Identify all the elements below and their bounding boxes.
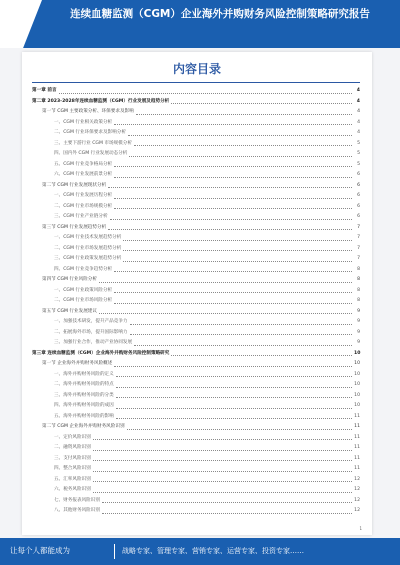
toc-entry[interactable] [32, 506, 360, 517]
toc-entry[interactable] [32, 391, 360, 402]
toc-entry[interactable] [32, 380, 360, 391]
toc-entry-label: 一、CGM 行业技术发展趋势分析 [54, 235, 122, 240]
toc-entry-label: 第二节 CGM 企业海外并购财务风险识别 [42, 424, 125, 429]
toc-entry-label: 七、财务报表风险识别 [54, 497, 100, 503]
toc-entry-label: 二、CGM 行业市场发展趋势分析 [54, 245, 122, 251]
toc-entry-page: 4 [357, 119, 360, 125]
toc-entry-label: 一、CGM 行业发展历程分析 [54, 193, 113, 198]
toc-entry-label: 二、CGM 行业市场规模分析 [54, 203, 113, 209]
toc-divider [32, 82, 360, 83]
toc-dot-leader [99, 313, 352, 314]
toc-entry[interactable] [32, 97, 360, 108]
toc-entry-label: 一、海外并购财务风险的定义 [54, 371, 114, 377]
toc-entry[interactable] [32, 118, 360, 129]
report-title: 连续血糖监测（CGM）企业海外并购财务风险控制策略研究报告 [70, 8, 370, 20]
toc-entry-label: 二、CGM 行业环保要求及影响分析 [54, 130, 126, 135]
toc-entry-page: 8 [357, 266, 360, 272]
toc-entry-page: 6 [357, 214, 360, 219]
toc-entry-page: 10 [354, 361, 360, 366]
toc-entry-page: 5 [357, 140, 360, 146]
toc-entry-label: 六、CGM 行业发展前景分析 [54, 172, 113, 177]
toc-entry-label: 第一章 前言 [32, 88, 57, 93]
toc-dot-leader [93, 439, 352, 440]
toc-entry-label: 一、加强技术研发，提升产品竞争力 [54, 319, 128, 324]
toc-entry-page: 10 [354, 403, 360, 408]
toc-entry-label: 第一节 CGM 主要政策分析、环保要求及影响 [42, 109, 134, 114]
toc-heading: 内容目录 [172, 62, 221, 76]
toc-entry[interactable] [32, 149, 360, 160]
toc-entry-page: 9 [357, 308, 360, 314]
toc-entry-page: 6 [357, 203, 360, 209]
toc-dot-leader [114, 303, 352, 304]
toc-dot-leader [171, 355, 352, 356]
toc-entry-page: 8 [357, 277, 360, 282]
toc-entry[interactable] [32, 475, 360, 486]
toc-entry-label: 四、国内外 CGM 行业发展动态分析 [54, 151, 128, 156]
toc-entry[interactable] [32, 401, 360, 412]
toc-entry-page: 10 [354, 392, 360, 398]
toc-entry-page: 6 [357, 182, 360, 188]
toc-dot-leader [102, 513, 352, 514]
toc-entry-page: 11 [354, 455, 360, 461]
toc-entry-label: 二、CGM 行业市场风险分析 [54, 298, 113, 303]
toc-entry-page: 4 [356, 88, 360, 93]
toc-entry-label: 四、CGM 行业竞争趋势分析 [54, 266, 113, 272]
toc-dot-leader [99, 282, 352, 283]
toc-entry-page: 11 [354, 434, 360, 440]
toc-entry[interactable] [32, 212, 360, 223]
toc-entry[interactable] [32, 349, 360, 360]
toc-entry-label: 二、拓展海外市场，提升国际影响力 [54, 329, 128, 335]
toc-dot-leader [93, 492, 352, 493]
toc-entry[interactable] [32, 422, 360, 433]
toc-entry[interactable] [32, 370, 360, 381]
toc-dot-leader [114, 198, 352, 199]
toc-entry[interactable] [32, 317, 360, 328]
toc-list [32, 86, 360, 517]
toc-entry-page: 4 [357, 130, 360, 135]
toc-dot-leader [116, 387, 352, 388]
toc-entry[interactable] [32, 359, 360, 370]
toc-dot-leader [93, 450, 352, 451]
toc-entry-page: 6 [357, 172, 360, 177]
toc-entry-label: 六、税务风险识别 [54, 487, 91, 492]
toc-entry-page: 11 [354, 413, 360, 419]
toc-dot-leader [116, 418, 352, 419]
toc-entry-label: 二、海外并购财务风险的特点 [54, 382, 114, 387]
toc-dot-leader [171, 103, 352, 104]
toc-dot-leader [116, 408, 352, 409]
toc-entry[interactable] [32, 265, 360, 276]
toc-dot-leader [129, 156, 352, 157]
toc-entry-page: 11 [354, 466, 360, 471]
toc-entry-page: 11 [354, 424, 360, 429]
toc-entry[interactable] [32, 328, 360, 339]
toc-entry-page: 7 [357, 235, 360, 240]
toc-entry-label: 八、其他财务风险识别 [54, 508, 100, 513]
toc-dot-leader [114, 366, 352, 367]
toc-entry-label: 二、融资风险识别 [54, 445, 91, 450]
toc-entry-label: 一、定价风险识别 [54, 434, 91, 440]
toc-dot-leader [134, 345, 352, 346]
toc-page [22, 52, 372, 535]
toc-entry-label: 四、整合风险识别 [54, 466, 91, 471]
toc-entry-label: 第一节 企业海外并购财务风险概述 [42, 361, 113, 366]
toc-entry[interactable] [32, 233, 360, 244]
page-number: 1 [359, 526, 362, 531]
toc-entry-page: 12 [354, 508, 360, 513]
toc-entry-page: 7 [357, 256, 360, 261]
toc-dot-leader [130, 324, 352, 325]
toc-entry[interactable] [32, 128, 360, 139]
report-header [0, 0, 400, 48]
toc-entry-page: 10 [354, 382, 360, 387]
toc-entry-label: 第四节 CGM 行业风险分析 [42, 277, 97, 282]
toc-entry-page: 10 [354, 350, 361, 356]
toc-entry-label: 第二章 2023-2028年连续血糖监测（CGM）行业发展及趋势分析 [32, 98, 170, 104]
toc-entry[interactable] [32, 464, 360, 475]
toc-dot-leader [108, 187, 352, 188]
footer-tagline: 战略专家、管理专家、营销专家、运营专家、投资专家…… [122, 547, 304, 555]
toc-entry-label: 第三章 连续血糖监测（CGM）企业海外并购财务风险控制策略研究 [32, 350, 170, 356]
toc-entry-label: 三、海外并购财务风险的分类 [54, 392, 114, 398]
toc-dot-leader [114, 208, 352, 209]
footer-divider [114, 544, 115, 559]
toc-entry-page: 10 [354, 371, 360, 377]
toc-entry[interactable] [32, 296, 360, 307]
toc-dot-leader [114, 166, 352, 167]
toc-dot-leader [114, 271, 352, 272]
toc-entry-label: 四、海外并购财务风险的成因 [54, 403, 114, 408]
toc-entry[interactable] [32, 496, 360, 507]
toc-entry-label: 五、汇率风险识别 [54, 476, 91, 482]
toc-entry[interactable] [32, 223, 360, 234]
toc-dot-leader [108, 229, 352, 230]
toc-entry[interactable] [32, 160, 360, 171]
toc-entry[interactable] [32, 485, 360, 496]
toc-entry[interactable] [32, 454, 360, 465]
toc-entry-label: 三、CGM 行业产业链分析 [54, 214, 108, 219]
toc-entry[interactable] [32, 286, 360, 297]
toc-dot-leader [130, 334, 352, 335]
toc-entry[interactable] [32, 275, 360, 286]
toc-dot-leader [116, 376, 352, 377]
toc-entry[interactable] [32, 443, 360, 454]
toc-entry-page: 5 [357, 151, 360, 156]
toc-entry-page: 4 [357, 109, 360, 114]
footer-slogan: 让每个人都能成为 [10, 546, 70, 555]
toc-dot-leader [93, 481, 352, 482]
toc-dot-leader [123, 261, 352, 262]
toc-entry-label: 一、CGM 行业政策风险分析 [54, 287, 113, 293]
toc-entry-page: 12 [354, 476, 360, 482]
toc-entry-label: 第三节 CGM 行业发展趋势分析 [42, 224, 107, 230]
toc-entry[interactable] [32, 191, 360, 202]
toc-entry-page: 9 [357, 319, 360, 324]
toc-dot-leader [102, 502, 352, 503]
toc-entry[interactable] [32, 170, 360, 181]
toc-entry-page: 6 [357, 193, 360, 198]
report-footer [0, 538, 400, 565]
toc-entry-label: 五、CGM 行业竞争格局分析 [54, 161, 113, 167]
toc-dot-leader [116, 397, 352, 398]
toc-entry[interactable] [32, 139, 360, 150]
toc-entry[interactable] [32, 107, 360, 118]
toc-entry[interactable] [32, 244, 360, 255]
toc-entry[interactable] [32, 412, 360, 423]
toc-dot-leader [110, 219, 352, 220]
toc-entry-label: 三、支付风险识别 [54, 455, 91, 461]
toc-entry-label: 第二节 CGM 行业发展现状分析 [42, 182, 107, 188]
header-chevron-decoration [0, 0, 42, 48]
toc-dot-leader [93, 471, 352, 472]
toc-entry-label: 三、CGM 行业政策发展趋势分析 [54, 256, 122, 261]
toc-entry[interactable] [32, 254, 360, 265]
toc-dot-leader [134, 145, 352, 146]
toc-entry-page: 9 [357, 340, 360, 345]
toc-entry-page: 4 [356, 98, 360, 104]
toc-entry-page: 8 [357, 298, 360, 303]
toc-entry-label: 三、加强行业合作，推动产业协同发展 [54, 340, 133, 345]
toc-entry-page: 8 [357, 287, 360, 293]
toc-entry-page: 9 [357, 329, 360, 335]
toc-dot-leader [128, 135, 352, 136]
toc-dot-leader [127, 429, 352, 430]
toc-entry[interactable] [32, 86, 360, 97]
toc-entry-page: 7 [357, 245, 360, 251]
toc-dot-leader [59, 93, 352, 94]
toc-entry[interactable] [32, 181, 360, 192]
toc-entry[interactable] [32, 433, 360, 444]
toc-dot-leader [123, 240, 352, 241]
toc-dot-leader [136, 114, 352, 115]
toc-entry[interactable] [32, 338, 360, 349]
toc-entry-label: 一、CGM 行业相关政策分析 [54, 119, 113, 125]
toc-entry-page: 7 [357, 224, 360, 230]
toc-entry[interactable] [32, 307, 360, 318]
toc-entry-label: 五、海外并购财务风险的影响 [54, 413, 114, 419]
toc-entry-page: 12 [354, 497, 360, 503]
toc-entry-page: 12 [354, 487, 360, 492]
toc-dot-leader [114, 124, 352, 125]
toc-entry-label: 三、主要下游行业 CGM 市场规模分析 [54, 140, 132, 146]
toc-dot-leader [114, 292, 352, 293]
toc-dot-leader [123, 250, 352, 251]
toc-entry-label: 第五节 CGM 行业发展建议 [42, 308, 97, 314]
toc-entry[interactable] [32, 202, 360, 213]
toc-dot-leader [93, 460, 352, 461]
toc-dot-leader [114, 177, 352, 178]
toc-entry-page: 5 [357, 161, 360, 167]
toc-entry-page: 11 [354, 445, 360, 450]
